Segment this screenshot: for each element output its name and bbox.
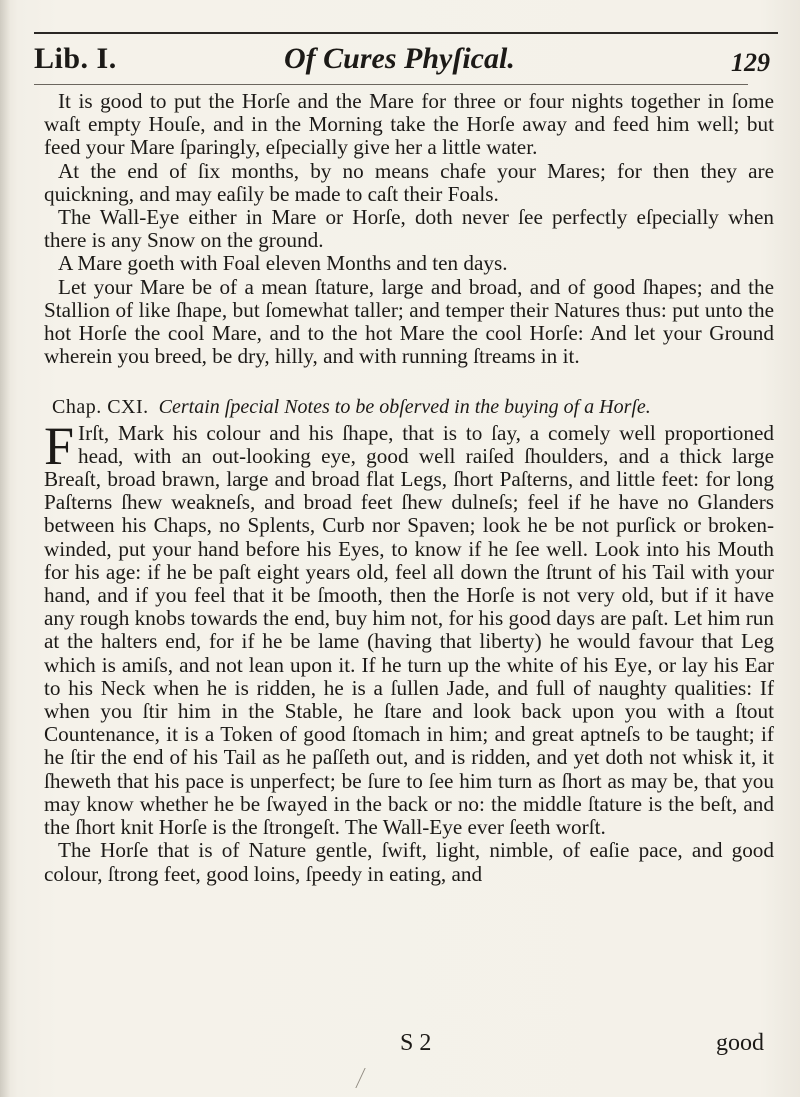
page-header bbox=[34, 26, 778, 84]
paragraph: At the end of ſix months, by no means chafe your Mares; for then they are quickning, and may eaſily be made to caſt their Foals. bbox=[44, 158, 774, 206]
stray-mark bbox=[355, 1068, 379, 1088]
body-text bbox=[44, 90, 774, 886]
paragraph: The Horſe that is of Nature gentle, ſwift, light, nimble, of eaſie pace, and good colour, ſtrong feet, good loins, ſpeedy in eating, and bbox=[44, 838, 774, 886]
paragraph: The Wall-Eye either in Mare or Horſe, doth never ſee perfectly eſpecially when there is any Snow on the ground. bbox=[44, 205, 774, 253]
header-rule bbox=[34, 32, 778, 34]
paragraph: Let your Mare be of a mean ſtature, large and broad, and of good ſhapes; and the Stallion of like ſhape, but ſomewhat taller; and temper their Natures thus: put unto the hot Horſe the cool Mare, and to the hot Mare the cool Horſe: And let your Ground wherein you breed, be dry, hilly, and with running ſtreams in it. bbox=[44, 274, 774, 369]
chapter-number: Chap. CXI. bbox=[52, 396, 149, 419]
chapter-paragraph bbox=[44, 415, 774, 840]
signature-mark: S 2 bbox=[400, 1030, 432, 1056]
chapter-title: Certain ſpecial Notes to be obſerved in the buying of a Horſe. bbox=[158, 396, 651, 419]
page-number: 129 bbox=[731, 48, 770, 77]
drop-cap: F bbox=[44, 415, 75, 476]
catchword: good bbox=[716, 1030, 764, 1056]
chapter-heading bbox=[44, 396, 774, 419]
running-head-title: Of Cures Phyſical. bbox=[284, 42, 515, 75]
running-head-book: Lib. I. bbox=[34, 42, 117, 75]
chapter-paragraph-text: Irſt, Mark his colour and his ſhape, that is to ſay, a comely well proportioned head, with an out-looking eye, good well raiſed ſhoulders, and a thick large Breaſt, broad brawn, large and broad flat Legs, ſhort Paſterns, and little feet: for long Paſterns ſhew weakneſs, and broad feet ſhew dulneſs; feel if he have no Glanders between his Chaps, no Splents, Curb nor Spaven; look he be not purſick or broken-winded, put your hand before his Eyes, to know if he ſee well. Look into his Mouth for his age: if he be paſt eight years old, feel all down the ſtrunt of his Tail with your hand, and if you feel that it be ſmooth, then the Horſe is not very old, but if it have any rough knobs towards the end, buy him not, for his good days are paſt. Let him run at the halters end, for if he be lame (having that liberty) he would favour that Leg which is amiſs, and not lean upon it. If he turn up the white of his Eye, or lay his Ear to his Neck when he is ridden, he is a ſullen Jade, and full of naughty qualities: If when you ſtir him in the Stable, he ſtare and look back upon you with a ſtout Countenance, it is a Token of good ſtomach in him; and great aptneſs to be taught; if he ſtir the end of his Tail as he paſſeth out, and is ridden, and yet doth not whisk it, it ſheweth that his pace is unperfect; be ſure to ſee him turn as ſhort as may be, that you may know whether he be ſwayed in the back or no: the middle ſtature is the beſt, and the ſhort knit Horſe is the ſtrongeſt. The Wall-Eye ever ſeeth worſt. bbox=[44, 420, 774, 840]
binding-edge bbox=[0, 0, 10, 1097]
paragraph: It is good to put the Horſe and the Mare for three or four nights together in ſome waſt empty Houſe, and in the Morning take the Horſe away and feed him well; but feed your Mare ſparingly, eſpecially give her a little water. bbox=[44, 89, 774, 160]
header-underline bbox=[34, 84, 748, 85]
paragraph: A Mare goeth with Foal eleven Months and ten days. bbox=[58, 251, 508, 276]
